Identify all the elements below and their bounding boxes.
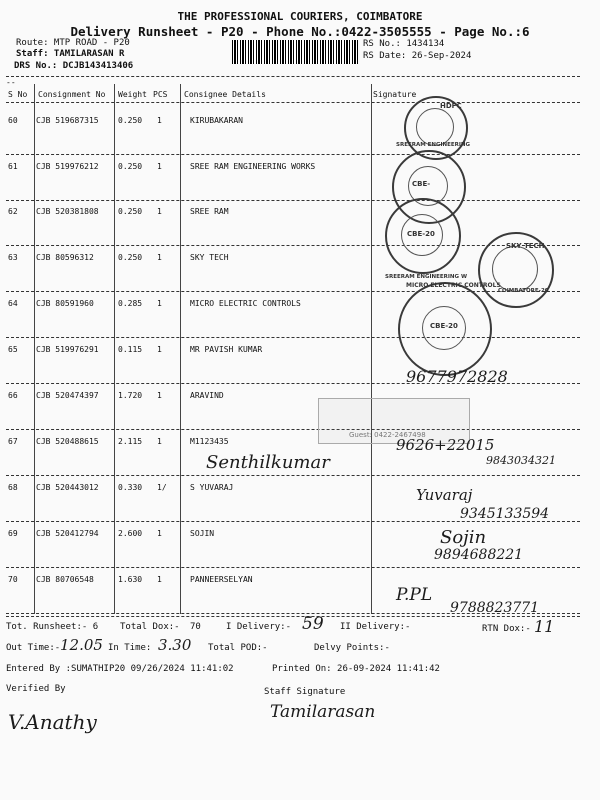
in-time-value: 3.30: [158, 636, 192, 654]
row-separator: [6, 154, 580, 155]
row-consignment-no: CJB 520412794: [36, 529, 99, 538]
row-weight: 1.720: [118, 391, 143, 400]
total-dox-value: 70: [190, 622, 201, 632]
in-time-label: In Time:: [108, 643, 152, 653]
row-pcs: 1: [157, 575, 162, 584]
row-weight: 0.250: [118, 253, 143, 262]
row-sno: 61: [8, 162, 18, 171]
row-consignment-no: CJB 520474397: [36, 391, 99, 400]
col-consignment: Consignment No: [38, 90, 106, 99]
out-time-label: Out Time:-: [6, 643, 61, 653]
row-pcs: 1: [157, 116, 162, 125]
row-separator: [6, 337, 580, 338]
total-pod-label: Total POD:-: [208, 643, 268, 653]
tamil-stamp: Guest: 0422-2467498: [318, 398, 470, 444]
handwriting-phone-66: 9677972828: [406, 367, 508, 386]
delvy-points-label: Delvy Points:-: [314, 643, 390, 653]
row-pcs: 1: [157, 162, 162, 171]
col-weight: Weight: [118, 90, 147, 99]
row-consignee: M1123435: [190, 437, 229, 446]
row-weight: 1.630: [118, 575, 143, 584]
staff: Staff: TAMILARASAN R: [16, 49, 125, 59]
row-weight: 0.250: [118, 116, 143, 125]
barcode: [232, 40, 358, 64]
row-weight: 2.600: [118, 529, 143, 538]
row-consignment-no: CJB 80706548: [36, 575, 94, 584]
row-consignment-no: CJB 520381808: [36, 207, 99, 216]
handwriting-name-70: P.PL: [396, 585, 433, 605]
handwriting-name-67: Senthilkumar: [206, 452, 330, 473]
row-sno: 66: [8, 391, 18, 400]
row-sno: 68: [8, 483, 18, 492]
row-sno: 60: [8, 116, 18, 125]
row-separator: [6, 200, 580, 201]
dash-mark: --: [6, 78, 16, 87]
row-pcs: 1: [157, 345, 162, 354]
row-weight: 0.285: [118, 299, 143, 308]
skytech-stamp: SKY TECH COIMBATORE-20: [478, 232, 554, 308]
route: Route: MTP ROAD - P20: [16, 38, 130, 48]
rs-number: RS No.: 1434134: [363, 39, 445, 49]
i-delivery-value: 59: [302, 614, 324, 634]
row-consignment-no: CJB 520443012: [36, 483, 99, 492]
row-consignment-no: CJB 519976291: [36, 345, 99, 354]
verified-by-label: Verified By: [6, 684, 66, 694]
row-consignee: SREE RAM: [190, 207, 229, 216]
row-consignment-no: CJB 80596312: [36, 253, 94, 262]
row-consignment-no: CJB 520488615: [36, 437, 99, 446]
rtn-dox-value: 11: [534, 617, 555, 636]
tot-runsheet: Tot. Runsheet:- 6: [6, 622, 99, 632]
out-time-value: 12.05: [60, 636, 103, 654]
handwriting-name-68: Yuvaraj: [416, 486, 473, 504]
row-consignee: MR PAVISH KUMAR: [190, 345, 263, 354]
col-divider: [371, 84, 372, 614]
col-divider: [180, 84, 181, 614]
drs-number: DRS No.: DCJB143413406: [14, 61, 134, 71]
handwriting-phone2-67: 9843034321: [486, 454, 556, 467]
row-consignee: PANNEERSELYAN: [190, 575, 253, 584]
col-divider: [114, 84, 115, 614]
col-pcs: PCS: [153, 90, 168, 99]
row-pcs: 1: [157, 437, 162, 446]
row-consignee: SKY TECH: [190, 253, 229, 262]
col-divider: [34, 84, 35, 614]
row-pcs: 1: [157, 529, 162, 538]
staff-signature-label: Staff Signature: [264, 687, 346, 697]
row-separator: [6, 475, 580, 476]
handwriting-phone-67: 9626+22015: [396, 436, 495, 454]
row-consignee: MICRO ELECTRIC CONTROLS: [190, 299, 301, 308]
handwriting-phone-68: 9345133594: [460, 506, 550, 522]
runsheet-subtitle: Delivery Runsheet - P20 - Phone No.:0422-3505555 - Page No.:6: [70, 24, 530, 39]
micro-electric-stamp: MICRO ELECTRIC CONTROLS CBE-20: [398, 282, 492, 376]
staff-signature: Tamilarasan: [270, 702, 376, 722]
ii-delivery-label: II Delivery:-: [340, 622, 411, 632]
row-separator: [6, 429, 580, 430]
row-pcs: 1/: [157, 483, 167, 492]
rtn-dox-label: RTN Dox:-: [482, 624, 531, 634]
row-sno: 63: [8, 253, 18, 262]
col-sno: S No: [8, 90, 28, 99]
row-consignee: KIRUBAKARAN: [190, 116, 243, 125]
row-weight: 2.115: [118, 437, 143, 446]
row-sno: 64: [8, 299, 18, 308]
handwriting-phone-69: 9894688221: [434, 547, 524, 563]
handwriting-phone-70: 9788823771: [450, 600, 540, 616]
printed-on: Printed On: 26-09-2024 11:41:42: [272, 664, 440, 674]
row-consignee: ARAVIND: [190, 391, 224, 400]
row-weight: 0.330: [118, 483, 143, 492]
row-weight: 0.250: [118, 207, 143, 216]
row-consignee: SOJIN: [190, 529, 215, 538]
sreeram-stamp-2: SREERAM ENGINEERING W CBE-20: [385, 198, 461, 274]
verified-signature: V.Anathy: [8, 710, 97, 734]
i-delivery-label: I Delivery:-: [226, 622, 292, 632]
row-pcs: 1: [157, 253, 162, 262]
row-weight: 0.115: [118, 345, 143, 354]
rs-date: RS Date: 26-Sep-2024: [363, 51, 472, 61]
rule: [6, 616, 580, 617]
rule: [6, 102, 580, 103]
row-pcs: 1: [157, 391, 162, 400]
row-consignment-no: CJB 80591960: [36, 299, 94, 308]
row-sno: 65: [8, 345, 18, 354]
col-signature: Signature: [373, 90, 417, 99]
row-weight: 0.250: [118, 162, 143, 171]
hdfc-stamp: HDFC: [404, 96, 468, 160]
row-pcs: 1: [157, 207, 162, 216]
company-title: THE PROFESSIONAL COURIERS, COIMBATORE: [177, 10, 423, 23]
row-pcs: 1: [157, 299, 162, 308]
row-sno: 67: [8, 437, 18, 446]
row-sno: 70: [8, 575, 18, 584]
row-consignee: SREE RAM ENGINEERING WORKS: [190, 162, 316, 171]
handwriting-name-69: Sojin: [440, 527, 487, 548]
total-dox-label: Total Dox:-: [120, 622, 180, 632]
entered-by: Entered By :SUMATHIP20 09/26/2024 11:41:02: [6, 664, 234, 674]
row-sno: 69: [8, 529, 18, 538]
rule: [6, 76, 580, 77]
row-sno: 62: [8, 207, 18, 216]
row-consignee: S YUVARAJ: [190, 483, 234, 492]
sreeram-stamp-1: SREERAM ENGINEERING CBE-: [392, 150, 466, 224]
col-consignee: Consignee Details: [184, 90, 266, 99]
row-consignment-no: CJB 519687315: [36, 116, 99, 125]
row-separator: [6, 567, 580, 568]
row-consignment-no: CJB 519976212: [36, 162, 99, 171]
